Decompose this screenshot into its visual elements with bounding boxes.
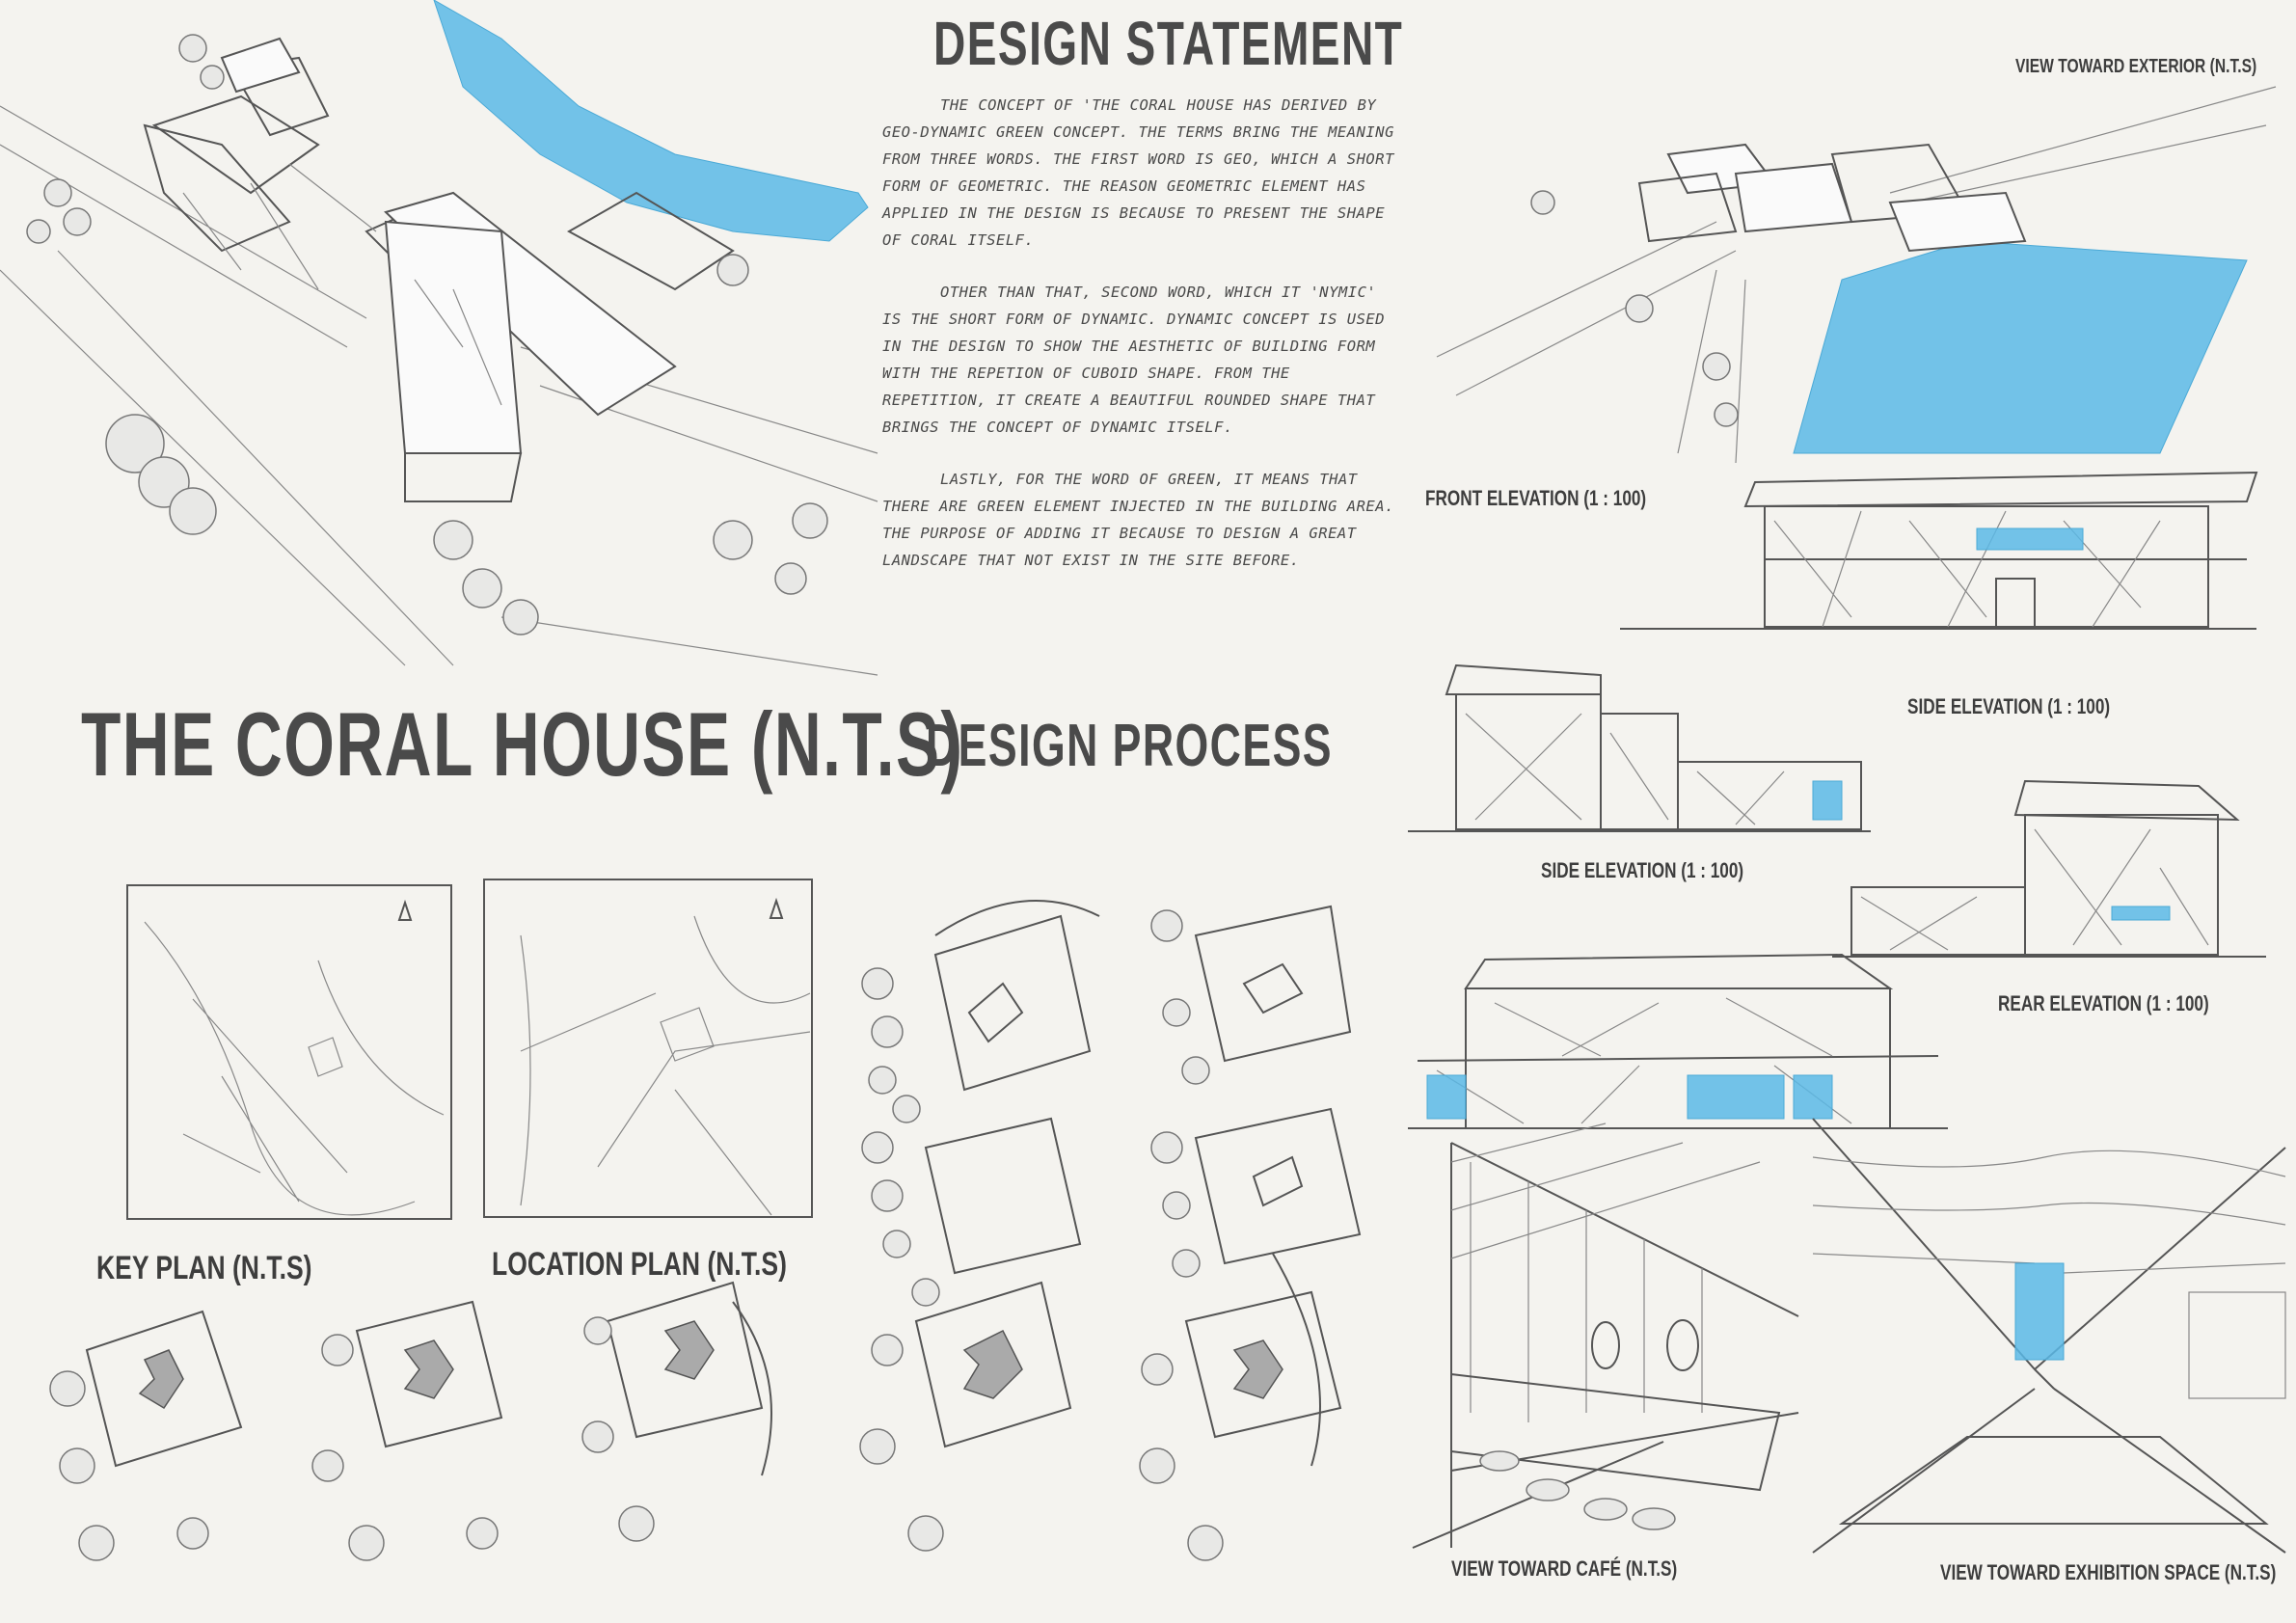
side-elevation-label-2: SIDE ELEVATION (1 : 100) (1541, 858, 1744, 882)
front-elevation-drawing (1620, 463, 2266, 632)
cafe-interior-sketch (1413, 1123, 1808, 1548)
rear-elevation-label: REAR ELEVATION (1 : 100) (1998, 991, 2209, 1015)
view-exterior-label: VIEW TOWARD EXTERIOR (N.T.S) (2015, 56, 2257, 77)
statement-paragraph-2: OTHER THAN THAT, SECOND WORD, WHICH IT 'NYMIC' IS THE SHORT FORM OF DYNAMIC. DYNAMIC CONCEPT IS USED IN THE DESIGN TO SHOW THE AESTHETIC OF BUILDING FORM WITH THE REPETION OF CUBOID SHAPE. FROM THE REPETITION, IT CREATE A BEAUTIFUL ROUNDED SHAPE THAT BRINGS THE CONCEPT OF DYNAMIC ITSELF. (882, 284, 1386, 436)
project-title: THE CORAL HOUSE (N.T.S) (81, 693, 964, 795)
view-exhibition-label: VIEW TOWARD EXHIBITION SPACE (N.T.S) (1940, 1560, 2277, 1584)
key-plan-label: KEY PLAN (N.T.S) (96, 1250, 312, 1286)
statement-paragraph-3: LASTLY, FOR THE WORD OF GREEN, IT MEANS THAT THERE ARE GREEN ELEMENT INJECTED IN THE BUILDING AREA. THE PURPOSE OF ADDING IT BECAUSE TO DESIGN A GREAT LANDSCAPE THAT NOT EXIST IN THE SITE BEFORE. (882, 471, 1394, 569)
view-cafe-label: VIEW TOWARD CAFÉ (N.T.S) (1451, 1556, 1678, 1581)
design-process-diagrams (0, 868, 1398, 1601)
side-elevation-label-1: SIDE ELEVATION (1 : 100) (1907, 694, 2111, 718)
exhibition-interior-sketch (1813, 1119, 2285, 1553)
front-elevation-label: FRONT ELEVATION (1 : 100) (1425, 486, 1647, 510)
rear-elevation-drawing (1408, 950, 1948, 1133)
design-statement-text (882, 92, 1403, 599)
side-elevation-drawing-2 (1832, 771, 2266, 960)
exterior-perspective-sketch (1427, 87, 2276, 473)
location-plan-label: LOCATION PLAN (N.T.S) (492, 1246, 787, 1283)
statement-paragraph-1: THE CONCEPT OF 'THE CORAL HOUSE HAS DERIVED BY GEO-DYNAMIC GREEN CONCEPT. THE TERMS BRING THE MEANING FROM THREE WORDS. THE FIRST WORD IS GEO, WHICH A SHORT FORM OF GEOMETRIC. THE REASON GEOMETRIC ELEMENT HAS APPLIED IN THE DESIGN IS BECAUSE TO PRESENT THE SHAPE OF CORAL ITSELF. (882, 96, 1394, 249)
design-process-title: DESIGN PROCESS (926, 713, 1334, 779)
design-statement-title: DESIGN STATEMENT (933, 9, 1404, 78)
aerial-perspective-sketch (0, 0, 878, 675)
side-elevation-drawing-1 (1408, 656, 1871, 834)
